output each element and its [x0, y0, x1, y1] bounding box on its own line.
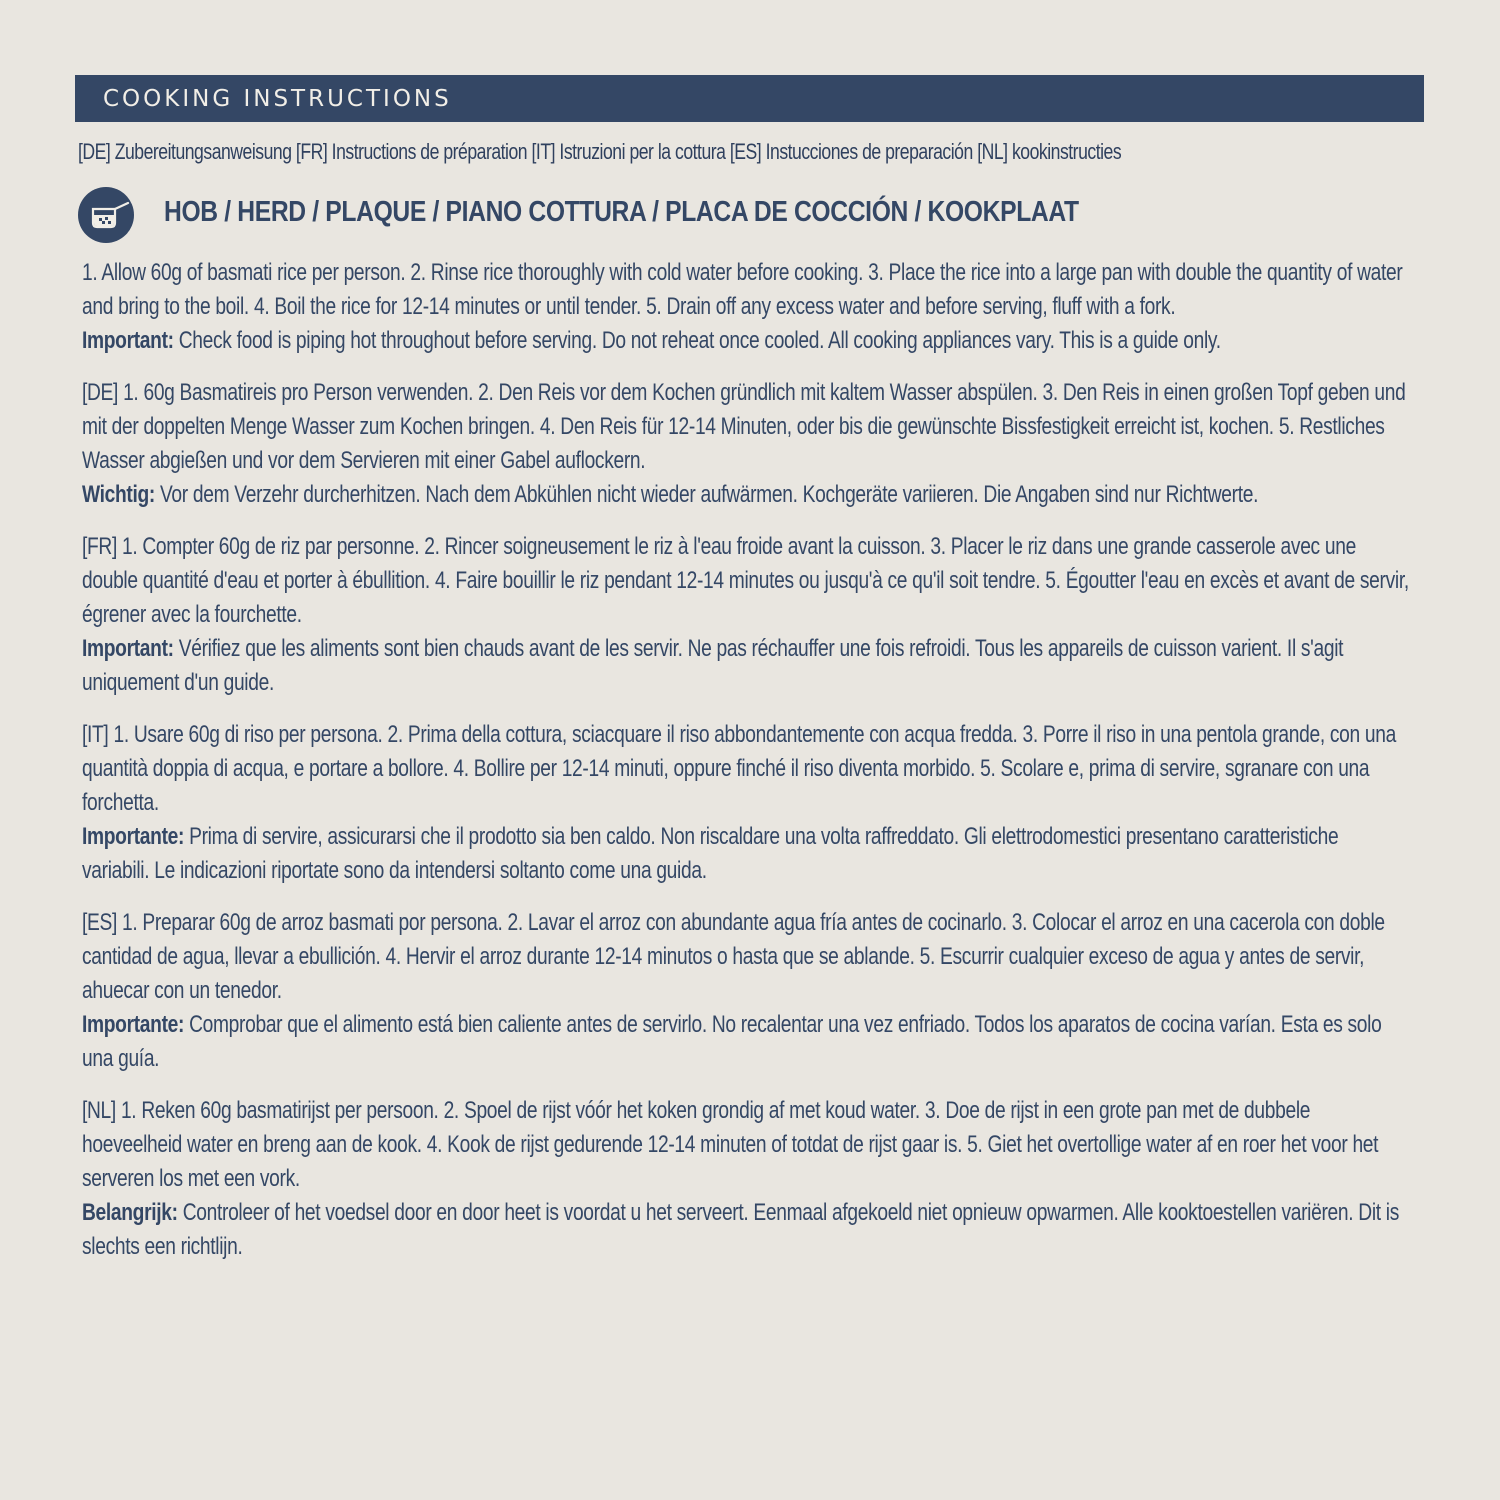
important-note: [82, 632, 1410, 700]
cooking-method-title: HOB / HERD / PLAQUE / PIANO COTTURA / PLACA DE COCCIÓN / KOOKPLAAT: [164, 196, 1079, 228]
instruction-block-de: [82, 376, 1410, 512]
instructions-content: [82, 256, 1410, 1264]
important-note: [82, 478, 1410, 512]
important-label: Importante:: [82, 1011, 185, 1038]
instruction-steps: [IT] 1. Usare 60g di riso per persona. 2. Prima della cottura, sciacquare il riso abbondantemente con acqua fredda. 3. Porre il riso in una pentola grande, con una quantità doppia di acqua, e portare a bollore. 4. Bollire per 12-14 minuti, oppure finché il riso diventa morbido. 5. Scolare e, prima di servire, sgranare con una forchetta.: [82, 721, 1396, 816]
important-note: [82, 820, 1410, 888]
important-text: Prima di servire, assicurarsi che il prodotto sia ben caldo. Non riscaldare una volta raffreddato. Gli elettrodomestici presentano caratteristiche variabili. Le indicazioni riportate sono da intendersi soltanto come una guida.: [82, 823, 1339, 884]
instruction-steps: 1. Allow 60g of basmati rice per person. 2. Rinse rice thoroughly with cold water before cooking. 3. Place the rice into a large pan with double the quantity of water and bring to the boil. 4. Boil the rice for 12-14 minutes or until tender. 5. Drain off any excess water and before serving, fluff with a fork.: [82, 259, 1403, 320]
section-header: [75, 75, 1424, 122]
instruction-steps: [FR] 1. Compter 60g de riz par personne. 2. Rincer soigneusement le riz à l'eau froide avant la cuisson. 3. Placer le riz dans une grande casserole avec une double quantité d'eau et porter à ébullition. 4. Faire bouillir le riz pendant 12-14 minutes ou jusqu'à ce qu'il soit tendre. 5. Égoutter l'eau en excès et avant de servir, égrener avec la fourchette.: [82, 533, 1409, 628]
important-label: Important:: [82, 635, 174, 662]
important-text: Comprobar que el alimento está bien caliente antes de servirlo. No recalentar una vez enfriado. Todos los aparatos de cocina varían. Esta es solo una guía.: [82, 1011, 1382, 1072]
important-note: [82, 1196, 1410, 1264]
instruction-steps: [NL] 1. Reken 60g basmatirijst per persoon. 2. Spoel de rijst vóór het koken grondig af met koud water. 3. Doe de rijst in een grote pan met de dubbele hoeveelheid water en breng aan de kook. 4. Kook de rijst gedurende 12-14 minuten of totdat de rijst gaar is. 5. Giet het overtollige water af en roer het voor het serveren los met een vork.: [82, 1097, 1379, 1192]
important-text: Controleer of het voedsel door en door heet is voordat u het serveert. Eenmaal afgekoeld niet opnieuw opwarmen. Alle kooktoestellen variëren. Dit is slechts een richtlijn.: [82, 1199, 1400, 1260]
important-note: [82, 1008, 1410, 1076]
important-label: Important:: [82, 327, 174, 354]
instruction-block-nl: [82, 1094, 1410, 1264]
saucepan-icon: [78, 187, 134, 243]
instruction-steps: [DE] 1. 60g Basmatireis pro Person verwenden. 2. Den Reis vor dem Kochen gründlich mit kaltem Wasser abspülen. 3. Den Reis in einen großen Topf geben und mit der doppelten Menge Wasser zum Kochen bringen. 4. Den Reis für 12-14 Minuten, oder bis die gewünschte Bissfestigkeit erreicht ist, kochen. 5. Restliches Wasser abgießen und vor dem Servieren mit einer Gabel auflockern.: [82, 379, 1406, 474]
instruction-block-it: [82, 718, 1410, 888]
important-text: Vor dem Verzehr durcherhitzen. Nach dem Abkühlen nicht wieder aufwärmen. Kochgeräte variieren. Die Angaben sind nur Richtwerte.: [154, 481, 1259, 508]
important-text: Check food is piping hot throughout before serving. Do not reheat once cooled. All cooking appliances vary. This is a guide only.: [173, 327, 1221, 354]
important-note: [82, 324, 1410, 358]
important-label: Wichtig:: [82, 481, 155, 508]
important-label: Belangrijk:: [82, 1199, 178, 1226]
important-text: Vérifiez que les aliments sont bien chauds avant de les servir. Ne pas réchauffer une fois refroidi. Tous les appareils de cuisson varient. Il s'agit uniquement d'un guide.: [82, 635, 1344, 696]
instruction-block-en: [82, 256, 1410, 358]
section-title: COOKING INSTRUCTIONS: [103, 85, 452, 112]
instruction-block-fr: [82, 530, 1410, 700]
languages-line: [DE] Zubereitungsanweisung [FR] Instructions de préparation [IT] Istruzioni per la cottura [ES] Instucciones de preparación [NL] kookinstructies: [78, 139, 1122, 164]
important-label: Importante:: [82, 823, 185, 850]
instruction-steps: [ES] 1. Preparar 60g de arroz basmati por persona. 2. Lavar el arroz con abundante agua fría antes de cocinarlo. 3. Colocar el arroz en una cacerola con doble cantidad de agua, llevar a ebullición. 4. Hervir el arroz durante 12-14 minutos o hasta que se ablande. 5. Escurrir cualquier exceso de agua y antes de servir, ahuecar con un tenedor.: [82, 909, 1385, 1004]
instruction-block-es: [82, 906, 1410, 1076]
